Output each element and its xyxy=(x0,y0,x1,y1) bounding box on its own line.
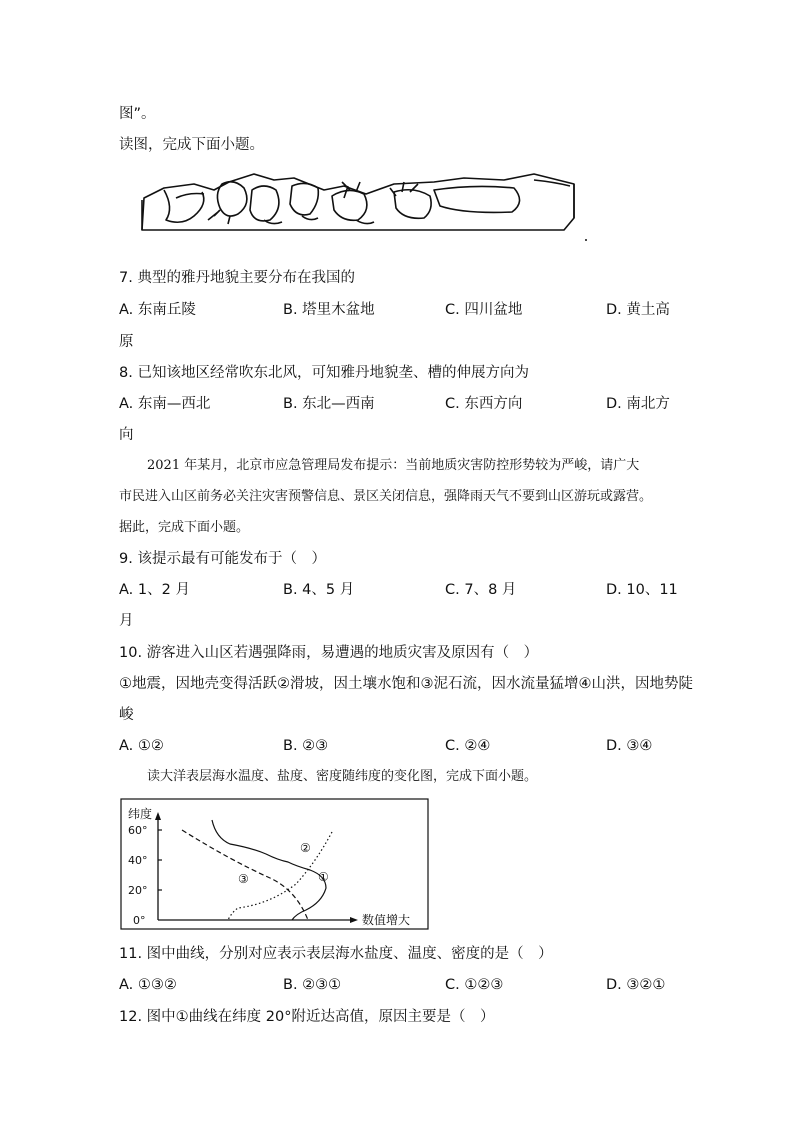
q10-statements: ①地震，因地壳变得活跃②滑坡，因土壤水饱和③泥石流，因水流量猛增④山洪，因地势陡 xyxy=(119,676,693,692)
prompt-yardang: 读图，完成下面小题。 xyxy=(119,137,264,153)
y-tick-label: 60° xyxy=(128,824,148,837)
q9-option-b[interactable]: B. 4、5 月 xyxy=(283,582,355,598)
q10-option-d[interactable]: D. ③④ xyxy=(606,738,653,754)
y-tick-label: 0° xyxy=(133,914,146,927)
q12-stem: 12. 图中①曲线在纬度 20°附近达高值，原因主要是（ ） xyxy=(119,1009,495,1025)
q11-option-b[interactable]: B. ②③① xyxy=(283,977,342,993)
q8-option-d-wrap: 向 xyxy=(119,427,134,443)
curve-label-2: ② xyxy=(300,841,311,855)
q8-option-a[interactable]: A. 东南—西北 xyxy=(119,396,211,412)
q9-option-a[interactable]: A. 1、2 月 xyxy=(119,582,190,598)
x-axis-label: 数值增大 xyxy=(362,913,411,927)
q9-stem: 9. 该提示最有可能发布于（ ） xyxy=(119,551,326,567)
q11-option-c[interactable]: C. ①②③ xyxy=(445,977,504,993)
ocean-chart xyxy=(120,798,430,931)
q10-option-b[interactable]: B. ②③ xyxy=(283,738,329,754)
curve-label-3: ③ xyxy=(238,872,249,886)
y-tick-label: 20° xyxy=(128,884,148,897)
q10-option-a[interactable]: A. ①② xyxy=(119,738,164,754)
q7-option-c[interactable]: C. 四川盆地 xyxy=(445,302,523,318)
q7-option-a[interactable]: A. 东南丘陵 xyxy=(119,302,196,318)
y-tick-label: 40° xyxy=(128,854,148,867)
q10-option-c[interactable]: C. ②④ xyxy=(445,738,491,754)
q11-option-a[interactable]: A. ①③② xyxy=(119,977,177,993)
passage-line-3: 据此，完成下面小题。 xyxy=(119,520,250,535)
q8-stem: 8. 已知该地区经常吹东北风，可知雅丹地貌垄、槽的伸展方向为 xyxy=(119,365,529,381)
q9-option-d-wrap: 月 xyxy=(119,613,134,629)
q8-option-d[interactable]: D. 南北方 xyxy=(606,396,670,412)
curve-label-1: ① xyxy=(318,870,329,884)
q7-option-d-wrap: 原 xyxy=(119,334,134,350)
q9-option-c[interactable]: C. 7、8 月 xyxy=(445,582,517,598)
q10-stem: 10. 游客进入山区若遇强降雨，易遭遇的地质灾害及原因有（ ） xyxy=(119,645,539,661)
q11-stem: 11. 图中曲线，分别对应表示表层海水盐度、温度、密度的是（ ） xyxy=(119,946,553,962)
q7-option-d[interactable]: D. 黄土高 xyxy=(606,302,670,318)
yardang-diagram xyxy=(134,168,590,244)
q7-option-b[interactable]: B. 塔里木盆地 xyxy=(283,302,375,318)
y-axis-label: 纬度 xyxy=(128,807,153,821)
intro-tail: 图”。 xyxy=(119,106,156,122)
q7-stem: 7. 典型的雅丹地貌主要分布在我国的 xyxy=(119,270,355,286)
q8-option-c[interactable]: C. 东西方向 xyxy=(445,396,523,412)
prompt-ocean: 读大洋表层海水温度、盐度、密度随纬度的变化图，完成下面小题。 xyxy=(147,769,538,784)
q11-option-d[interactable]: D. ③②① xyxy=(606,977,666,993)
q8-option-b[interactable]: B. 东北—西南 xyxy=(283,396,375,412)
q10-statements-wrap: 峻 xyxy=(119,707,134,723)
passage-line-1: 2021 年某月，北京市应急管理局发布提示：当前地质灾害防控形势较为严峻，请广大 xyxy=(147,458,640,473)
passage-line-2: 市民进入山区前务必关注灾害预警信息、景区关闭信息，强降雨天气不要到山区游玩或露营。 xyxy=(119,489,653,504)
q9-option-d[interactable]: D. 10、11 xyxy=(606,582,678,598)
